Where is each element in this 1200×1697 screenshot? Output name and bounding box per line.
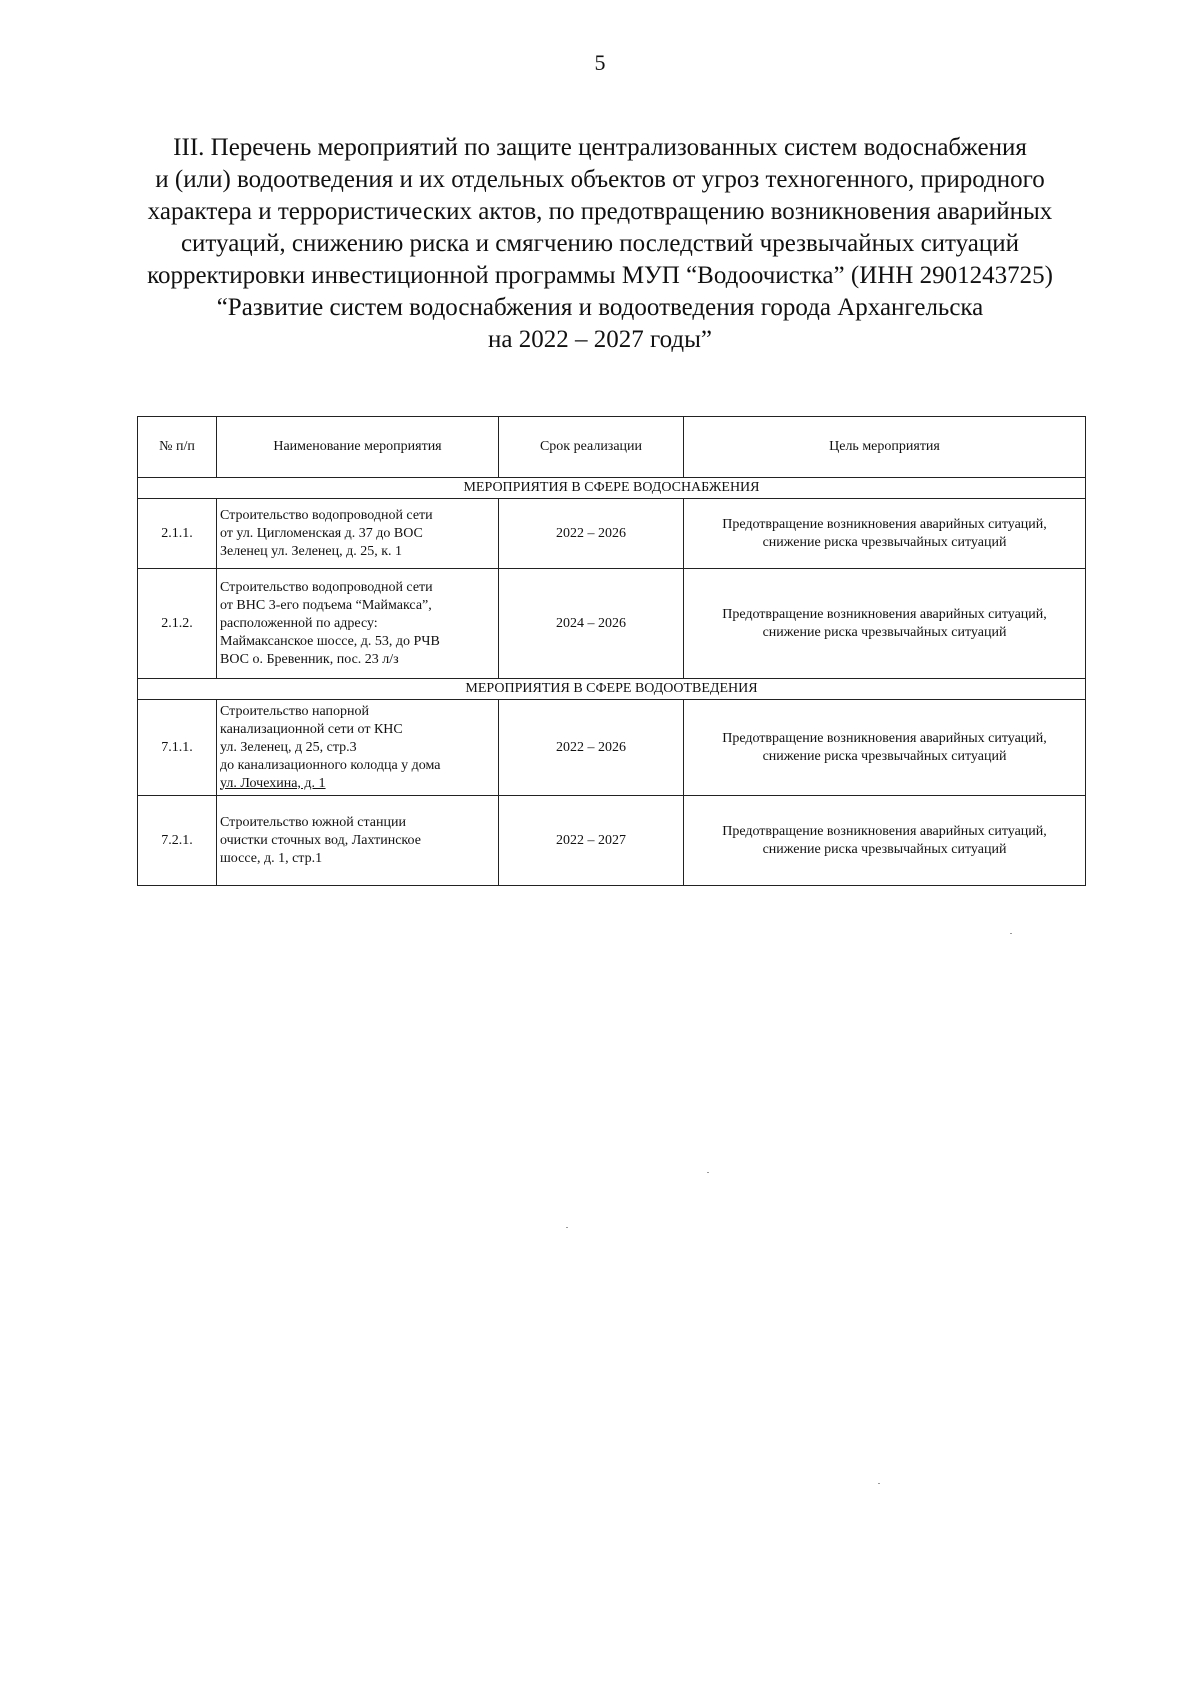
row-num: 7.2.1. [138, 796, 217, 886]
row-name-line: Зеленец ул. Зеленец, д. 25, к. 1 [220, 543, 403, 559]
section-row [138, 478, 1086, 499]
title-line: и (или) водоотведения и их отдельных объектов от угроз техногенного, природного [155, 166, 1045, 193]
title-line: ситуаций, снижению риска и смягчению последствий чрезвычайных ситуаций [180, 230, 1020, 257]
section-row [138, 679, 1086, 700]
document-title [100, 132, 1100, 356]
row-name-line: канализационной сети от КНС [220, 721, 403, 737]
section-title: МЕРОПРИЯТИЯ В СФЕРЕ ВОДОСНАБЖЕНИЯ [138, 478, 1086, 499]
row-name-line: Строительство напорной [220, 703, 369, 719]
row-name [217, 499, 499, 569]
row-goal-line: Предотвращение возникновения аварийных ситуаций, [722, 516, 1047, 532]
row-goal [684, 796, 1086, 886]
row-term: 2022 – 2027 [499, 796, 684, 886]
title-line: “Развитие систем водоснабжения и водоотведения города Архангельска [216, 294, 984, 321]
row-num: 2.1.2. [138, 569, 217, 679]
scan-speck [566, 1227, 568, 1228]
scan-speck [1010, 933, 1012, 934]
title-line: корректировки инвестиционной программы МУП “Водоочистка” (ИНН 2901243725) [147, 262, 1053, 289]
row-num: 2.1.1. [138, 499, 217, 569]
section-title: МЕРОПРИЯТИЯ В СФЕРЕ ВОДООТВЕДЕНИЯ [138, 679, 1086, 700]
row-name-line: расположенной по адресу: [220, 615, 378, 631]
row-name-line: Строительство водопроводной сети [220, 579, 433, 595]
row-name-line: ВОС о. Бревенник, пос. 23 л/з [220, 651, 399, 667]
page-number: 5 [594, 50, 606, 75]
row-goal-line: снижение риска чрезвычайных ситуаций [762, 841, 1007, 857]
row-name-line: от ул. Цигломенская д. 37 до ВОС [220, 525, 423, 541]
row-goal-line: Предотвращение возникновения аварийных ситуаций, [722, 730, 1047, 746]
row-name [217, 569, 499, 679]
row-goal-line: Предотвращение возникновения аварийных ситуаций, [722, 823, 1047, 839]
row-name-line: Маймаксанское шоссе, д. 53, до РЧВ [220, 633, 440, 649]
table-row [138, 499, 1086, 569]
row-goal-line: снижение риска чрезвычайных ситуаций [762, 624, 1007, 640]
row-name-line: от ВНС 3-его подъема “Маймакса”, [220, 597, 432, 613]
row-name [217, 796, 499, 886]
row-goal [684, 569, 1086, 679]
row-goal-line: снижение риска чрезвычайных ситуаций [762, 534, 1007, 550]
row-name-line: Строительство водопроводной сети [220, 507, 433, 523]
scan-speck [707, 1172, 709, 1173]
title-line: на 2022 – 2027 годы” [488, 326, 712, 353]
row-term: 2024 – 2026 [499, 569, 684, 679]
table-row [138, 700, 1086, 796]
table-header-row [138, 417, 1086, 478]
row-name-line: ул. Лочехина, д. 1 [220, 775, 326, 791]
title-line: характера и террористических актов, по предотвращению возникновения аварийных [147, 198, 1053, 225]
row-term: 2022 – 2026 [499, 700, 684, 796]
row-goal-line: Предотвращение возникновения аварийных ситуаций, [722, 606, 1047, 622]
row-name-line: Строительство южной станции [220, 814, 406, 830]
row-name-line: ул. Зеленец, д 25, стр.3 [220, 739, 357, 755]
row-name-line: очистки сточных вод, Лахтинское [220, 832, 421, 848]
header-term: Срок реализации [499, 417, 684, 478]
table-row [138, 796, 1086, 886]
title-line: III. Перечень мероприятий по защите централизованных систем водоснабжения [173, 134, 1027, 161]
table-row [138, 569, 1086, 679]
row-num: 7.1.1. [138, 700, 217, 796]
scan-speck [878, 1483, 880, 1484]
row-goal [684, 499, 1086, 569]
row-name [217, 700, 499, 796]
row-name-line: шоссе, д. 1, стр.1 [220, 850, 323, 866]
row-term: 2022 – 2026 [499, 499, 684, 569]
header-goal: Цель мероприятия [684, 417, 1086, 478]
header-name: Наименование мероприятия [217, 417, 499, 478]
events-table [137, 416, 1086, 886]
row-goal [684, 700, 1086, 796]
row-goal-line: снижение риска чрезвычайных ситуаций [762, 748, 1007, 764]
row-name-line: до канализационного колодца у дома [220, 757, 441, 773]
header-num: № п/п [138, 417, 217, 478]
